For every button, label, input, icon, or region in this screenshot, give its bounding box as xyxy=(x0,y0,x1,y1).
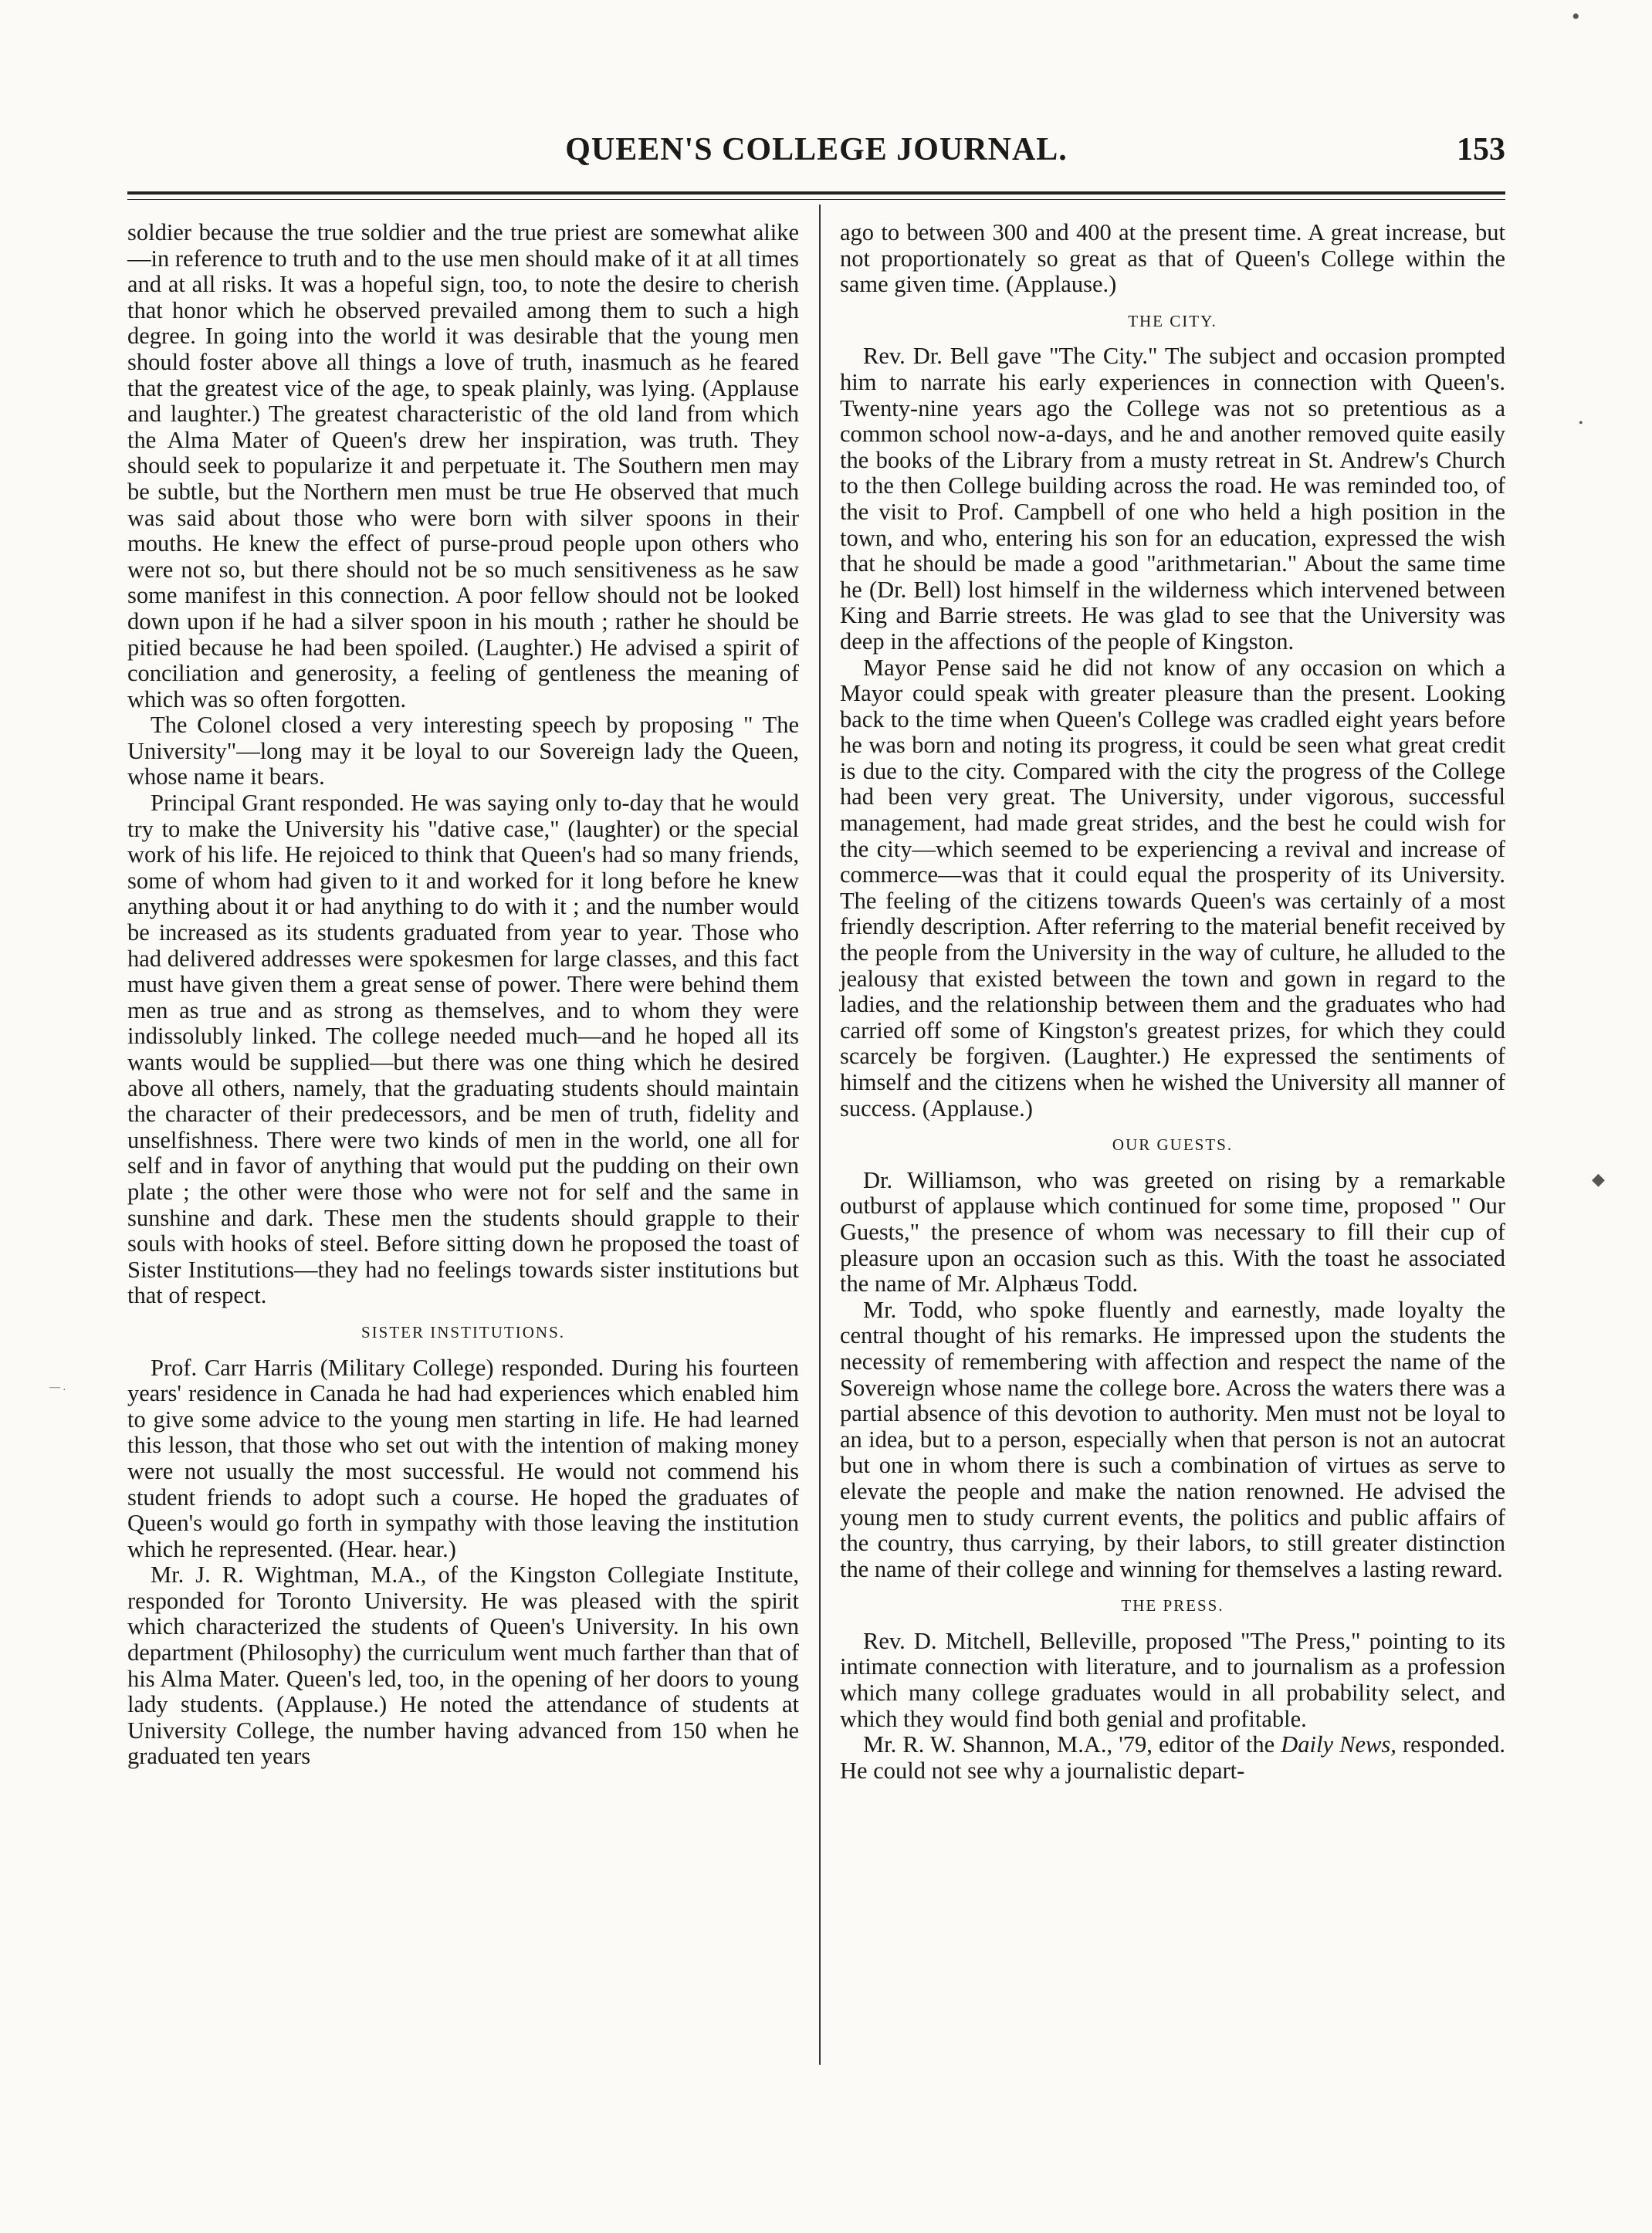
text-run: responded. He could not see why a journalistic depart- xyxy=(840,1731,1505,1784)
section-heading: SISTER INSTITUTIONS. xyxy=(361,1322,565,1341)
print-speck: ◆ xyxy=(1592,1169,1605,1189)
print-speck: • xyxy=(1579,417,1583,430)
paragraph: Mayor Pense said he did not know of any occasion on which a Mayor could speak with greater pleasure than the present. Looking back to the time when Queen's College was cradled eight years before he was born and noting its progress, it could be seen what great credit is due to the city. Compared with the city the progress of the College had been very great. The University, under vigorous, successful management, had made great strides, and the best he could wish for the city—which seemed to be experiencing a revival and increase of commerce—was that it could equal the prosperity of its University. The feeling of the citizens towards Queen's was certainly of a most friendly description. After referring to the material benefit received by the people from the University in the way of culture, he alluded to the jealousy that existed between the town and gown in regard to the ladies, and the relationship between them and the graduates who had carried off some of Kingston's greatest prizes, for which they could scarcely be forgiven. (Laughter.) He expressed the sentiments of himself and the citizens when he wished the University all manner of success. (Applause.) xyxy=(840,654,1505,1122)
left-column xyxy=(127,220,799,1770)
paragraph: The Colonel closed a very interesting speech by proposing " The University"—long may it be loyal to our Sovereign lady the Queen, whose name it bears. xyxy=(127,712,799,790)
print-speck: — . xyxy=(49,1382,66,1393)
section-heading: THE PRESS. xyxy=(1121,1596,1224,1616)
header-rule-thin xyxy=(127,199,1505,200)
paragraph: Rev. Dr. Bell gave "The City." The subject and occasion prompted him to narrate his early experiences in connection with Queen's. Twenty-nine years ago the College was not so pretentious as a common school now-a-days, and he and another removed quite easily the books of the Library from a musty retreat in St. Andrew's Church to the then College building across the road. He was reminded too, of the visit to Prof. Campbell of one who held a high position in the town, and who, entering his son for an education, expressed the wish that he should be made a good "arithmetarian." About the same time he (Dr. Bell) lost himself in the wilderness which intervened between King and Barrie streets. He was glad to see that the University was deep in the affections of the people of Kingston. xyxy=(840,343,1505,655)
section-heading: OUR GUESTS. xyxy=(1112,1135,1234,1155)
text-run: Mr. R. W. Shannon, M.A., '79, editor of the xyxy=(863,1731,1281,1758)
print-speck: • xyxy=(1572,4,1580,29)
paragraph: soldier because the true soldier and the true priest are somewhat alike—in reference to truth and to the use men should make of it at all times and at all risks. It was a hopeful sign, too, to note the desire to cherish that honor which he observed prevailed among them to such a high degree. In going into the world it was desirable that the young men should foster above all things a love of truth, inasmuch as he feared that the greatest vice of the age, to speak plainly, was lying. (Applause and laughter.) The greatest characteristic of the old land from which the Alma Mater of Queen's drew her inspiration, was truth. They should seek to popularize it and perpetuate it. The Southern men may be subtle, but the Northern men must be true He observed that much was said about those who were born with silver spoons in their mouths. He knew the effect of purse-proud people upon others who were not so, but there should not be so much sensitiveness as he saw some manifest in this connection. A poor fellow should not be looked down upon if he had a silver spoon in his mouth ; rather he should be pitied because he had been spoiled. (Laughter.) He advised a spirit of conciliation and generosity, a feeling of gentleness the meaning of which was so often forgotten. xyxy=(127,219,799,712)
section-heading: THE CITY. xyxy=(1128,311,1217,330)
paragraph: Mr. Todd, who spoke fluently and earnestly, made loyalty the central thought of his remarks. He impressed upon the students the necessity of remembering with affection and respect the name of the Sovereign whose name the college bore. Across the waters there was a partial absence of this devotion to authority. Men must not be loyal to an idea, but to a person, especially when that person is not an autocrat but one in whom there is such a combination of virtues as serve to elevate the people and make the nation renowned. He advised the young men to study current events, the politics and public affairs of the country, thus carrying, by their labors, to still greater distinction the name of their college and winning for themselves a lasting reward. xyxy=(840,1296,1505,1582)
paragraph: Prof. Carr Harris (Military College) responded. During his fourteen years' residence in Canada he had had experiences which enabled him to give some advice to the young men starting in life. He had learned this lesson, that those who set out with the intention of making money were not usually the most successful. He would not commend his student friends to adopt such a course. He hoped the graduates of Queen's would go forth in sympathy with those leaving the institution which he represented. (Hear. hear.) xyxy=(127,1354,799,1562)
paragraph: Rev. D. Mitchell, Belleville, proposed "The Press," pointing to its intimate connection with literature, and to journalism as a profession which many college graduates would in all probability select, and which they would find both genial and profitable. xyxy=(840,1627,1505,1732)
page-number: 153 xyxy=(1457,132,1505,167)
paragraph xyxy=(840,1732,1505,1784)
paragraph: Mr. J. R. Wightman, M.A., of the Kingston Collegiate Institute, responded for Toronto University. He was pleased with the spirit which characterized the students of Queen's University. In his own department (Philosophy) the curriculum went much farther than that of his Alma Mater. Queen's led, too, in the opening of her doors to young lady students. (Applause.) He noted the attendance of students at University College, the number having advanced from 150 when he graduated ten years xyxy=(127,1561,799,1770)
running-title: QUEEN'S COLLEGE JOURNAL. xyxy=(565,132,1068,167)
right-column xyxy=(840,220,1505,1784)
header-rule-thick xyxy=(127,191,1505,195)
paragraph: Principal Grant responded. He was saying only to-day that he would try to make the University his "dative case," (laughter) or the special work of his life. He rejoiced to think that Queen's had so many friends, some of whom had given to it and worked for it long before he knew anything about it or had anything to do with it ; and the number would be increased as its students graduated from year to year. Those who had delivered addresses were spokesmen for large classes, and this fact must have given them a great sense of power. There were behind them men as true and as strong as themselves, and to whom they were indissolubly linked. The college needed much—and he hoped all its wants would be supplied—but there was one thing which he desired above all others, namely, that the graduating students should maintain the character of their predecessors, and be men of truth, fidelity and unselfishness. There were two kinds of men in the world, one all for self and in favor of anything that would put the pudding on their own plate ; the other were those who were not for self and the same in sunshine and dark. These men the students should grapple to their souls with hooks of steel. Before sitting down he proposed the toast of Sister Institutions—they had no feelings towards sister institutions but that of respect. xyxy=(127,790,799,1309)
column-divider xyxy=(819,205,821,2065)
paragraph: Dr. Williamson, who was greeted on rising by a remarkable outburst of applause which continued for some time, proposed " Our Guests," the presence of whom was necessary to fill their cup of pleasure upon an occasion such as this. With the toast he associated the name of Mr. Alphæus Todd. xyxy=(840,1166,1505,1298)
page-header xyxy=(127,131,1505,178)
paragraph: ago to between 300 and 400 at the present time. A great increase, but not proportionately so great as that of Queen's College within the same given time. (Applause.) xyxy=(840,219,1505,298)
newspaper-title: Daily News, xyxy=(1281,1731,1396,1758)
